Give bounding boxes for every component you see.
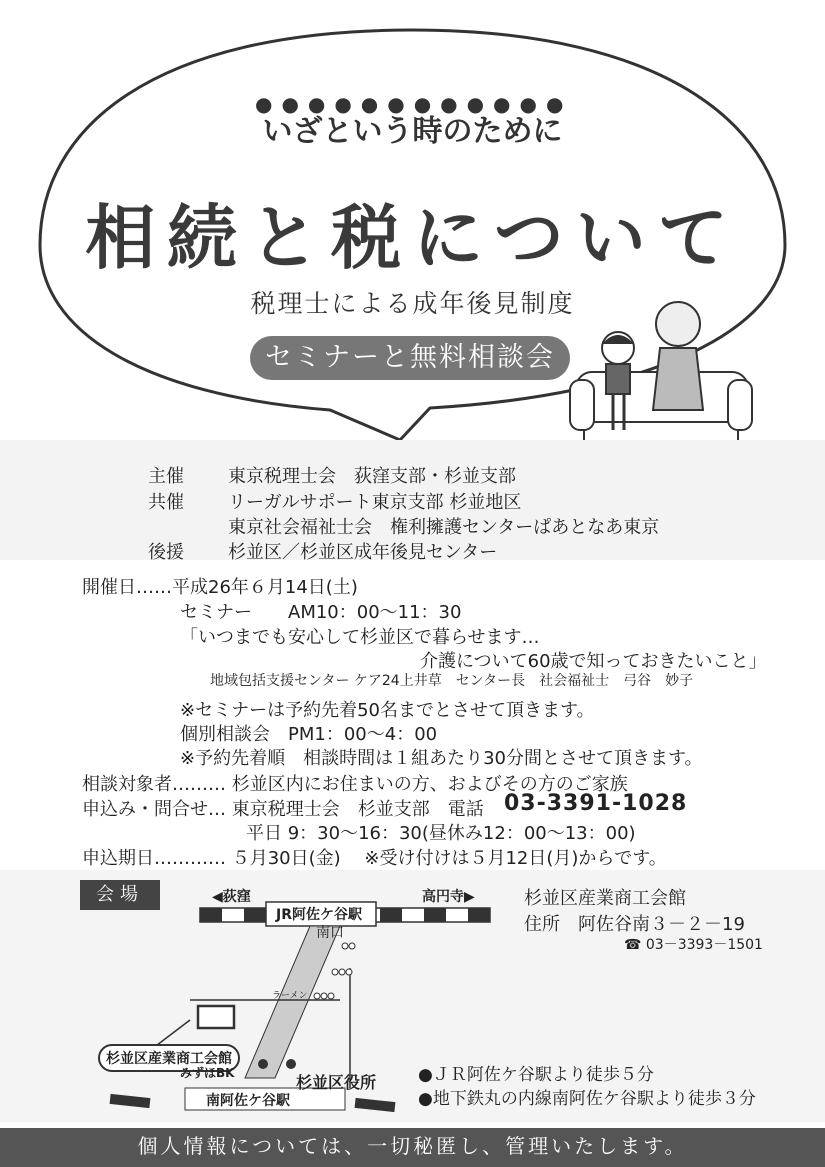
target-line: 相談対象者……… 杉並区内にお住まいの方、およびその方のご家族 [82,774,628,795]
seminar-title-2: 介護について60歳で知っておきたいこと」 [420,651,767,672]
headline-subtitle: いざという時のために [262,114,563,149]
office-hours: 平日 9：30～16：30(昼休み12：00～13：00) [246,823,636,844]
host-label: 主催 [148,466,184,487]
support-value: 杉並区／杉並区成年後見センター [228,542,498,563]
venue-name: 杉並区産業商工会館 [524,888,686,909]
access-metro: ●地下鉄丸の内線南阿佐ケ谷駅より徒歩３分 [418,1089,756,1109]
venue-label: 会場 [80,880,160,910]
map-label-hall: 杉並区産業商工会館 [98,1044,240,1072]
support-label: 後援 [148,542,184,563]
cohost-label: 共催 [148,492,184,513]
venue-tel: ☎ 03－3393－1501 [624,937,763,953]
page-title: 相続と税について [85,197,740,279]
consult-note: ※予約先着順 相談時間は１組あたり30分間とさせて頂きます。 [180,748,703,769]
map-label-ogikubo: ◀荻窪 [212,889,251,905]
grandma-child-illustration [568,300,758,450]
date-line: 開催日……平成26年６月14日(土) [82,577,358,598]
topic-line: 税理士による成年後見制度 [250,289,575,318]
venue-address: 住所 阿佐谷南３－２－19 [524,914,745,935]
deadline-line: 申込期日………… ５月30日(金) ※受け付けは５月12日(月)からです。 [82,848,667,869]
cohost-line-2: 東京社会福祉士会 権利擁護センターぱあとなあ東京 [228,517,660,538]
speaker-line: 地域包括支援センター ケア24上井草 センター長 社会福祉士 弓谷 妙子 [210,673,694,689]
map-label-ward-office: 杉並区役所 [296,1073,377,1092]
decorative-dots: ●●●●●●●●●●●● [255,92,573,116]
map-label-south-exit: 南口 [316,925,344,941]
phone-number: 03-3391-1028 [504,791,688,816]
seminar-title-1: 「いつまでも安心して杉並区で暮らせます… [180,627,540,648]
map-label-koenji: 高円寺▶ [422,889,475,905]
cohost-line-1: リーガルサポート東京支部 杉並地区 [228,492,522,513]
map-label-metro-station: 南阿佐ケ谷駅 [206,1093,290,1109]
map-label-jr-station: JR阿佐ケ谷駅 [276,907,362,923]
map-label-mizuho: みずほBK [180,1066,235,1080]
event-type-badge: セミナーと無料相談会 [250,336,570,380]
seminar-time: セミナー AM10：00～11：30 [180,602,462,623]
consult-time: 個別相談会 PM1：00～4：00 [180,724,438,745]
access-jr: ●ＪＲ阿佐ケ谷駅より徒歩５分 [418,1065,654,1085]
privacy-footer: 個人情報については、一切秘匿し、管理いたします。 [0,1128,825,1167]
host-value: 東京税理士会 荻窪支部・杉並支部 [228,466,516,487]
seminar-note: ※セミナーは予約先着50名までとさせて頂きます。 [180,700,595,721]
map-label-ramen: ラーメン [272,991,308,1001]
apply-line: 申込み・問合せ… 東京税理士会 杉並支部 電話 [82,799,484,820]
